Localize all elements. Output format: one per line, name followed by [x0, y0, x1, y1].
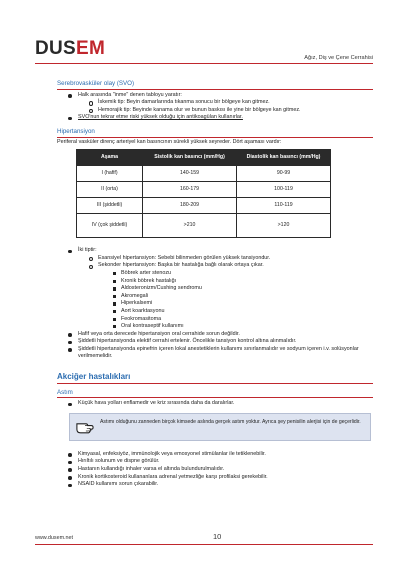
asthma-item: Küçük hava yolları enflamedir ve kriz sırasında daha da daralırlar.: [57, 400, 373, 408]
asthma-heading: Astım: [57, 388, 73, 396]
page-number: 10: [213, 532, 222, 541]
svo-item-1: Halk arasında "inme" denen tabloyu yaratır:: [57, 92, 373, 100]
svo-item-2: SVO'nun tekrar etme riski yüksek olduğu için antikoagülan kullanırlar.: [57, 114, 373, 122]
svo-subitem-2: Hemorajik tip: Beyinde kanama olur ve bunun baskısı ile yine bir bölgeye kan gitmez.: [57, 107, 373, 115]
hypertension-heading-rule: [57, 137, 373, 138]
cause-item: Hiperkalsemi: [57, 300, 373, 308]
asthma-note-box: [69, 413, 371, 441]
table-cell: 110-119: [237, 198, 331, 214]
header-divider: [35, 63, 373, 64]
table-cell: 100-119: [237, 182, 331, 198]
asthma-detail-item: Hastanın kullandığı inhaler varsa el altında bulundurulmalıdır.: [57, 466, 373, 474]
asthma-detail-item: Kimyasal, enfeksiyöz, immünolojik veya emosyonel stimülanlar ile tetiklenebilir.: [57, 451, 373, 459]
types-label: İki tiptir:: [57, 247, 373, 255]
svo-list: [57, 92, 373, 122]
table-cell: I (hafif): [77, 166, 143, 182]
pointing-hand-icon: [76, 418, 94, 435]
hypertension-table: [76, 149, 331, 238]
cause-item: Akromegali: [57, 293, 373, 301]
hypertension-intro: Periferal vasküler direnç arteriyel kan basıncının sürekli yüksek seyreder. Dört aşaması vardır:: [57, 138, 282, 145]
hypertension-heading: Hipertansiyon: [57, 127, 95, 135]
lung-heading: Akciğer hastalıkları: [57, 372, 131, 382]
header-title: Ağız, Diş ve Çene Cerrahisi: [304, 55, 373, 61]
asthma-list: [57, 400, 373, 408]
page-content: [57, 80, 373, 489]
cause-item: Kronik böbrek hastalığı: [57, 278, 373, 286]
lung-heading-rule: [57, 383, 373, 384]
asthma-heading-rule: [57, 397, 373, 398]
asthma-note-text: Astımı olduğunu zanneden birçok kimsede aslında gerçek astım yoktur. Ayrıca şey penisilin alerjisi için de geçerlidir.: [100, 418, 361, 425]
table-header-cell: Sistolik kan basıncı (mm/Hg): [143, 150, 237, 166]
type-secondary: Sekonder hipertansiyon: Başka bir hastalığa bağlı olarak ortaya çıkar.: [57, 262, 373, 270]
svo-subitem-1: İskemik tip: Beyin damarlarında tıkanma sonucu bir bölgeye kan gitmez.: [57, 99, 373, 107]
hypertension-note: Şiddetli hipertansiyonda elektif cerrahi ertelenir. Öncelikle tansiyon kontrol altına alınmalıdır.: [57, 338, 373, 346]
dusem-logo: [35, 38, 105, 60]
table-row: [77, 214, 331, 238]
table-row: [77, 198, 331, 214]
table-cell: III (şiddetli): [77, 198, 143, 214]
logo-text-a: DUS: [35, 38, 77, 59]
svo-heading: Serebrovasküler olay (SVO): [57, 80, 135, 87]
table-cell: II (orta): [77, 182, 143, 198]
type-essential: Esansiyel hipertansiyon: Sebebi bilinmeden görülen yüksek tansiyondur.: [57, 255, 373, 263]
table-cell: 160-179: [143, 182, 237, 198]
hypertension-list: [57, 247, 373, 361]
table-header-cell: Aşama: [77, 150, 143, 166]
table-cell: 90-99: [237, 166, 331, 182]
table-row: [77, 166, 331, 182]
table-cell: >120: [237, 214, 331, 238]
svo-heading-rule: [57, 89, 373, 90]
asthma-detail-item: Hırıltılı solunum ve dispne görülür.: [57, 458, 373, 466]
table-header-row: [77, 150, 331, 166]
footer-divider: [35, 544, 373, 545]
asthma-detail-item: Kronik kortikosteroid kullananlara adrenal yetmezliğe karşı profilaksi gerekebilir.: [57, 474, 373, 482]
table-cell: >210: [143, 214, 237, 238]
logo-text-b: EM: [76, 38, 106, 59]
cause-item: Aldosteronizm/Cushing sendromu: [57, 285, 373, 293]
footer-url[interactable]: www.dusem.net: [35, 535, 74, 541]
cause-item: Böbrek arter stenozu: [57, 270, 373, 278]
cause-item: Oral kontraseptif kullanımı: [57, 323, 373, 331]
table-row: [77, 182, 331, 198]
hypertension-note: Şiddetli hipertansiyonda epinefrin içeren lokal anestetiklerin kullanımı sınırlanmalıdır ve sodyum içeren i.v. solüsyonlar verilmemelidir.: [57, 346, 373, 361]
table-cell: 140-159: [143, 166, 237, 182]
cause-item: Feokromasitoma: [57, 316, 373, 324]
asthma-detail-item: NSAID kullanımı sorun çıkarabilir.: [57, 481, 373, 489]
hypertension-note: Hafif veya orta derecede hipertansiyon oral cerrahide sorun değildir.: [57, 331, 373, 339]
cause-item: Aort koarktasyonu: [57, 308, 373, 316]
table-cell: IV (çok şiddetli): [77, 214, 143, 238]
asthma-details-list: [57, 451, 373, 489]
table-header-cell: Diastolik kan basıncı (mm/Hg): [237, 150, 331, 166]
table-cell: 180-209: [143, 198, 237, 214]
